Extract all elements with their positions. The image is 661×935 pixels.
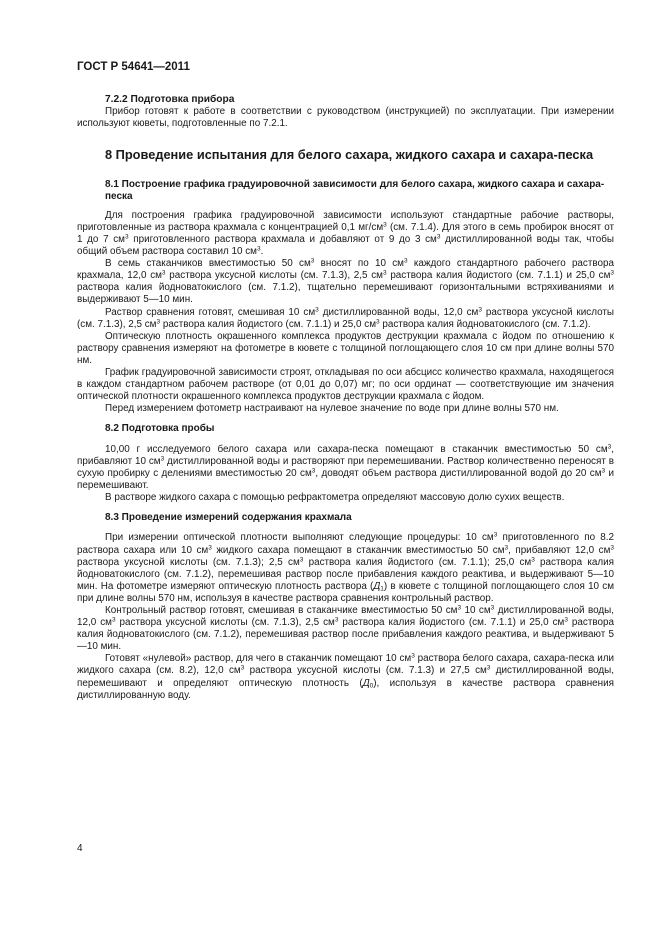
paragraph-8-3-1: При измерении оптической плотности выполняют следующие процедуры: 10 $см^3$ приготовленного по 8.2 раствора сахара или 10 $см^3$ жидкого сахара помещают в стаканчик вместимостью 50 $см^3$, прибавляют 12,0 $см^3$ раствора уксусной кислоты (см. 7.1.3); 2,5 $см^3$ раствора калия йодистого (см. 7.1.1); 25,0 $см^3$ раствора калия йодноватокислого (см. 7.1.2), перемешивая раствор после прибавления каждого реактива, и выдерживают 5—10 мин. На фотометре измеряют оптическую плотность раствора $(Д_1)$ в кювете с толщиной поглощающего слоя 10 см при длине волны 570 нм, используя в качестве раствора сравнения контрольный раствор. xyxy=(77,532,615,604)
section-8-title: 8 Проведение испытания для белого сахара, жидкого сахара и сахара-песка xyxy=(105,147,594,163)
paragraph-8-3-3: Готовят «нулевой» раствор, для чего в стаканчик помещают 10 $см^3$ раствора белого сахара, сахара-песка или жидкого сахара (см. 8.2), 12,0 $см^3$ раствора уксусной кислоты (см. 7.1.3) и 27,5 $см^3$ дистиллированной воды, перемешивают и определяют оптическую плотность $(Д_0)$, используя в качестве раствора сравнения дистиллированную воду. xyxy=(77,653,614,701)
paragraph-8-1-2: В семь стаканчиков вместимостью 50 $см^3$ вносят по 10 $см^3$ каждого стандартного рабочего раствора крахмала, 12,0 $см^3$ раствора уксусной кислоты (см. 7.1.3), 2,5 $см^3$ раствора калия йодистого (см. 7.1.1) и 25,0 $см^3$ раствора калия йодноватокислого (см. 7.1.2), тщательно перемешивают горизонтальными встряхиваниями и выдерживают 5—10 мин. xyxy=(77,257,614,306)
paragraph-8-1-3: Раствор сравнения готовят, смешивая 10 $см^3$ дистиллированной воды, 12,0 $см^3$ раствора уксусной кислоты (см. 7.1.3), 2,5 $см^3$ раствора калия йодистого (см. 7.1.1) и 25,0 $см^3$ раствора калия йодноватокислого (см. 7.1.2). xyxy=(77,306,614,330)
heading-7-2-2: 7.2.2 Подготовка прибора xyxy=(105,94,235,105)
paragraph-8-2-2: В растворе жидкого сахара с помощью рефрактометра определяют массовую долю сухих веществ. xyxy=(105,492,565,504)
paragraph-8-1-5: График градуировочной зависимости строят, откладывая по оси абсцисс количество крахмала, находящегося в каждом стандартном рабочем растворе (от 0,01 до 0,07) мг; по оси ординат — соответствующие им значения оптической плотности окрашенного комплекса продуктов деструкции крахмала с йодом. xyxy=(77,367,614,403)
paragraph-7-2-2: Прибор готовят к работе в соответствии с руководством (инструкцией) по эксплуатации. При измерении используют кюветы, подготовленные по 7.2.1. xyxy=(77,106,614,130)
paragraph-8-1-1: Для построения графика градуировочной зависимости используют стандартные рабочие растворы, приготовленные из раствора крахмала с концентрацией 0,1 $мг/см^3$ (см. 7.1.4). Для этого в семь пробирок вносят от 1 до 7 $см^3$ приготовленного раствора крахмала и добавляют от 9 до 3 $см^3$ дистиллированной воды так, чтобы общий объем раствора составил 10 $см^3$. xyxy=(77,209,615,258)
paragraph-8-1-4: Оптическую плотность окрашенного комплекса продуктов деструкции крахмала с йодом по отношению к раствору сравнения измеряют на фотометре в кювете с толщиной поглощающего слоя 10 см при длине волны 570 нм. xyxy=(77,330,614,366)
paragraph-8-2-1: 10,00 г исследуемого белого сахара или сахара-песка помещают в стаканчик вместимостью 50 $см^3$, прибавляют 10 $см^3$ дистиллированной воды и растворяют при перемешивании. Раствор количественно переносят в сухую пробирку с делениями вместимостью 20 $см^3$, доводят объем раствора дистиллированной водой до 20 $см^3$ и перемешивают. xyxy=(77,443,614,491)
page-number: 4 xyxy=(77,843,83,854)
paragraph-8-3-2: Контрольный раствор готовят, смешивая в стаканчике вместимостью 50 $см^3$ 10 $см^3$ дистиллированной воды, 12,0 $см^3$ раствора уксусной кислоты (см. 7.1.3), 2,5 $см^3$ раствора калия йодистого (см. 7.1.1) и 25,0 $см^3$ раствора калия йодноватокислого (см. 7.1.2), перемешивая раствор после прибавления каждого реактива, и выдерживают 5—10 мин. xyxy=(77,604,614,653)
page-header-standard-code: ГОСТ Р 54641—2011 xyxy=(77,61,190,73)
heading-8-2: 8.2 Подготовка пробы xyxy=(105,423,215,435)
heading-8-1: 8.1 Построение графика градуировочной зависимости для белого сахара, жидкого сахара и сахара-песка xyxy=(105,179,605,203)
document-body xyxy=(77,93,614,702)
paragraph-8-1-6: Перед измерением фотометр настраивают на нулевое значение по воде при длине волны 570 нм. xyxy=(105,403,559,415)
heading-8-3: 8.3 Проведение измерений содержания крахмала xyxy=(105,512,352,524)
